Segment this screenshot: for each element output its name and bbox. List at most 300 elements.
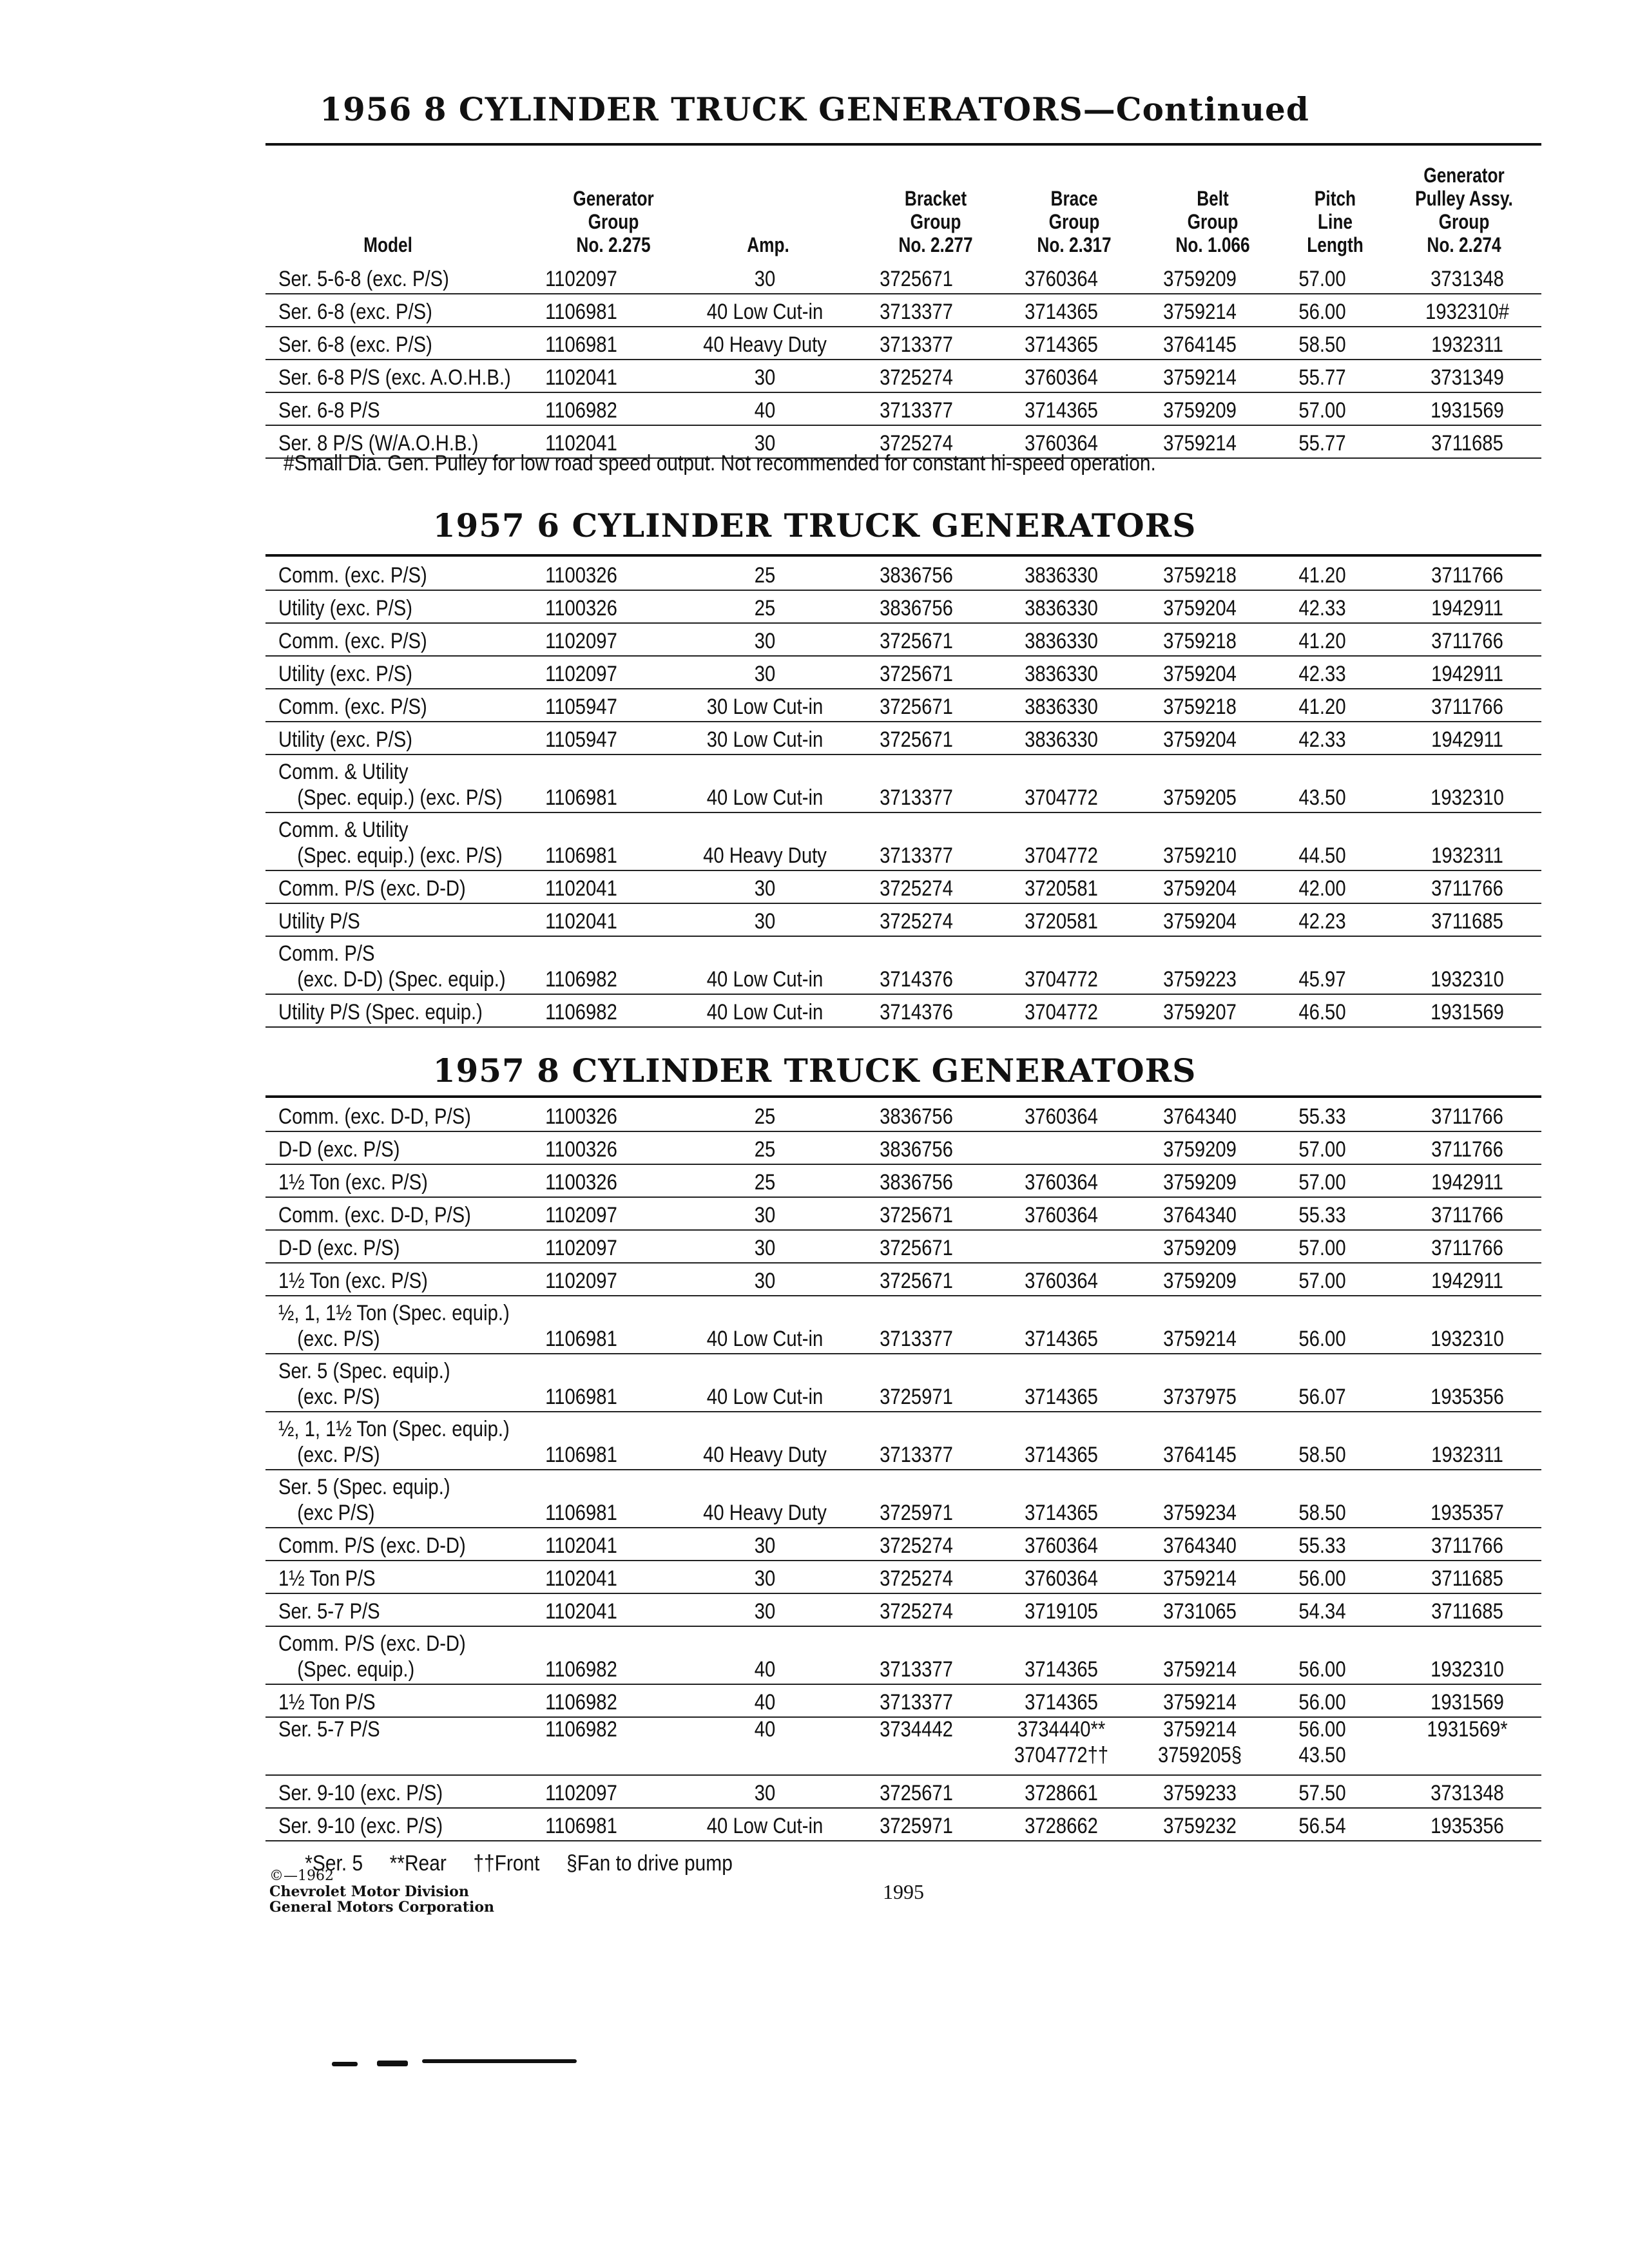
- cell-amp: 40: [754, 1690, 776, 1715]
- cell-pitch: 57.50: [1298, 1781, 1346, 1805]
- cell-pitch: 57.00: [1298, 1170, 1346, 1195]
- cell-belt: 3759232: [1163, 1814, 1237, 1838]
- cell-brace: 3719105: [1025, 1599, 1098, 1624]
- cell-pitch: 55.33: [1298, 1104, 1346, 1129]
- table-row: [265, 1353, 1541, 1412]
- cell-model: Comm. P/S (exc. D-D): [278, 876, 466, 901]
- cell-pitch: 56.07: [1298, 1385, 1346, 1409]
- cell-gen: 1102097: [545, 1781, 617, 1805]
- cell-belt: 3759210: [1163, 843, 1237, 868]
- cell-brace: 3760364: [1025, 1203, 1098, 1227]
- cell-amp: 40 Low Cut-in: [706, 300, 824, 324]
- table-row: [265, 590, 1541, 624]
- cell-pulley: 1935356: [1431, 1385, 1504, 1409]
- cell-gen: 1106981: [545, 1814, 617, 1838]
- cell-belt: 3759214: [1163, 365, 1237, 390]
- cell-bracket: 3713377: [880, 300, 953, 324]
- cell-pitch: 58.50: [1298, 332, 1346, 357]
- scan-mark: [332, 2062, 358, 2066]
- cell-pitch: 42.33: [1298, 727, 1346, 752]
- cell-belt: 3737975: [1163, 1385, 1237, 1409]
- cell-pitch: 45.97: [1298, 967, 1346, 992]
- cell-pitch: 56.00: [1298, 1566, 1346, 1591]
- cell-gen: 1106981: [545, 1327, 617, 1351]
- cell-pitch: 44.50: [1298, 843, 1346, 868]
- cell-gen: 1100326: [545, 1104, 617, 1129]
- cell-bracket: 3836756: [880, 596, 953, 620]
- header-brace: Brace Group No. 2.317: [1037, 187, 1112, 256]
- scan-mark: [377, 2061, 408, 2066]
- cell-belt: 3759214: [1163, 431, 1237, 456]
- cell-amp: 40 Low Cut-in: [706, 1385, 824, 1409]
- cell-pulley: 1932311: [1431, 332, 1503, 357]
- table-row: [265, 1098, 1541, 1132]
- cell-brace: 3760364: [1025, 431, 1098, 456]
- cell-model: 1½ Ton P/S: [278, 1690, 376, 1715]
- cell-model: Comm. & Utility (Spec. equip.) (exc. P/S): [278, 760, 503, 810]
- table-row: [265, 1295, 1541, 1354]
- cell-belt: 3759214: [1163, 1657, 1237, 1682]
- cell-pulley: 1931569*: [1427, 1717, 1508, 1742]
- scan-mark: [422, 2059, 577, 2063]
- cell-amp: 30: [754, 876, 776, 901]
- cell-gen: 1106981: [545, 300, 617, 324]
- cell-belt: 3759218: [1163, 695, 1237, 719]
- cell-bracket: 3713377: [880, 1690, 953, 1715]
- cell-pitch: 56.00: [1298, 300, 1346, 324]
- cell-pulley: 3731349: [1431, 365, 1504, 390]
- cell-pulley: 3711766: [1431, 1137, 1503, 1162]
- cell-pitch: 57.00: [1298, 398, 1346, 423]
- cell-model: Comm. P/S (exc. D-D) (Spec. equip.): [278, 941, 506, 992]
- cell-gen: 1102041: [545, 1566, 617, 1591]
- cell-model: 1½ Ton (exc. P/S): [278, 1269, 428, 1293]
- cell-pitch: 58.50: [1298, 1443, 1346, 1467]
- cell-belt: 3759218: [1163, 629, 1237, 653]
- cell-model: Comm. (exc. D-D, P/S): [278, 1104, 471, 1129]
- cell-brace: 3720581: [1025, 909, 1098, 934]
- cell-amp: 30: [754, 662, 776, 686]
- cell-belt: 3759209: [1163, 1137, 1237, 1162]
- cell-belt: 3764340: [1163, 1533, 1237, 1558]
- cell-model: ½, 1, 1½ Ton (Spec. equip.) (exc. P/S): [278, 1301, 510, 1351]
- cell-amp: 30 Low Cut-in: [706, 727, 824, 752]
- cell-model: Comm. (exc. P/S): [278, 563, 427, 588]
- cell-brace: 3714365: [1025, 1385, 1098, 1409]
- cell-model: Ser. 5 (Spec. equip.) (exc P/S): [278, 1475, 450, 1525]
- cell-gen: 1102041: [545, 1599, 617, 1624]
- cell-bracket: 3725671: [880, 267, 953, 291]
- cell-bracket: 3725671: [880, 1236, 953, 1260]
- cell-bracket: 3725274: [880, 365, 953, 390]
- cell-belt: 3759209: [1163, 398, 1237, 423]
- cell-pitch: 55.77: [1298, 431, 1346, 456]
- cell-brace: 3836330: [1025, 563, 1098, 588]
- cell-pitch: 56.00: [1298, 1690, 1346, 1715]
- cell-amp: 40 Heavy Duty: [703, 332, 827, 357]
- cell-pulley: 1932311: [1431, 843, 1503, 868]
- header-model: Model: [363, 233, 412, 256]
- cell-amp: 30: [754, 1269, 776, 1293]
- cell-gen: 1102041: [545, 876, 617, 901]
- cell-pulley: 3711766: [1431, 1104, 1503, 1129]
- cell-model: Comm. (exc. P/S): [278, 629, 427, 653]
- cell-model: 1½ Ton (exc. P/S): [278, 1170, 428, 1195]
- table-row: [265, 1411, 1541, 1470]
- cell-gen: 1102097: [545, 662, 617, 686]
- cell-brace: 3760364: [1025, 365, 1098, 390]
- cell-belt: 3764145: [1163, 1443, 1237, 1467]
- cell-belt: 3759209: [1163, 267, 1237, 291]
- cell-belt: 3764145: [1163, 332, 1237, 357]
- cell-pitch: 55.33: [1298, 1533, 1346, 1558]
- cell-pitch: 41.20: [1298, 629, 1346, 653]
- cell-model: Ser. 6-8 P/S: [278, 398, 380, 423]
- cell-pitch: 42.33: [1298, 662, 1346, 686]
- cell-brace: 3720581: [1025, 876, 1098, 901]
- cell-model: Comm. & Utility (Spec. equip.) (exc. P/S): [278, 818, 503, 868]
- cell-belt: 3759214: [1163, 1327, 1237, 1351]
- cell-bracket: 3725971: [880, 1385, 953, 1409]
- cell-bracket: 3836756: [880, 1137, 953, 1162]
- header-generator: Generator Group No. 2.275: [573, 187, 654, 256]
- table-row: [265, 1593, 1541, 1627]
- cell-pulley: 3731348: [1431, 1781, 1504, 1805]
- cell-model: ½, 1, 1½ Ton (Spec. equip.) (exc. P/S): [278, 1417, 510, 1467]
- cell-amp: 30: [754, 431, 776, 456]
- cell-brace: 3836330: [1025, 695, 1098, 719]
- cell-pulley: 1942911: [1431, 1269, 1503, 1293]
- cell-pulley: 3711766: [1431, 563, 1503, 588]
- header-amp: Amp.: [747, 233, 789, 256]
- cell-bracket: 3713377: [880, 1443, 953, 1467]
- cell-belt: 3759214: [1163, 1690, 1237, 1715]
- cell-bracket: 3725671: [880, 1203, 953, 1227]
- cell-bracket: 3725671: [880, 695, 953, 719]
- cell-pitch: 46.50: [1298, 1000, 1346, 1024]
- footnote: *Ser. 5: [305, 1851, 363, 1876]
- cell-belt: 3759204: [1163, 909, 1237, 934]
- cell-model: Ser. 6-8 (exc. P/S): [278, 300, 432, 324]
- cell-pitch: 55.33: [1298, 1203, 1346, 1227]
- table-row: [265, 1131, 1541, 1165]
- cell-pitch: 58.50: [1298, 1501, 1346, 1525]
- cell-brace: 3836330: [1025, 629, 1098, 653]
- cell-amp: 30: [754, 1533, 776, 1558]
- cell-gen: 1106982: [545, 1717, 617, 1742]
- cell-bracket: 3725971: [880, 1501, 953, 1525]
- cell-bracket: 3725671: [880, 727, 953, 752]
- cell-belt: 3759205: [1163, 785, 1237, 810]
- cell-pulley: 3711766: [1431, 629, 1503, 653]
- header-belt: Belt Group No. 1.066: [1175, 187, 1250, 256]
- cell-brace: 3714365: [1025, 1443, 1098, 1467]
- cell-belt: 3759233: [1163, 1781, 1237, 1805]
- cell-amp: 40 Heavy Duty: [703, 843, 827, 868]
- cell-brace: 3836330: [1025, 596, 1098, 620]
- table-row: [265, 1560, 1541, 1594]
- cell-gen: 1102097: [545, 1203, 617, 1227]
- cell-belt: 3759214: [1163, 300, 1237, 324]
- cell-bracket: 3836756: [880, 1170, 953, 1195]
- cell-gen: 1106982: [545, 1657, 617, 1682]
- table-row: [265, 721, 1541, 755]
- cell-pitch: 41.20: [1298, 695, 1346, 719]
- cell-pitch: 57.00: [1298, 1137, 1346, 1162]
- cell-belt: 3731065: [1163, 1599, 1237, 1624]
- cell-brace: 3714365: [1025, 1657, 1098, 1682]
- table-row: [265, 557, 1541, 591]
- cell-pulley: 3731348: [1431, 267, 1504, 291]
- cell-model: Utility (exc. P/S): [278, 662, 412, 686]
- cell-gen: 1106981: [545, 785, 617, 810]
- cell-pulley: 3711766: [1431, 1236, 1503, 1260]
- cell-gen: 1106981: [545, 1443, 617, 1467]
- cell-pitch: 56.00: [1298, 1327, 1346, 1351]
- cell-model: Utility (exc. P/S): [278, 727, 412, 752]
- cell-bracket: 3714376: [880, 1000, 953, 1024]
- section-title: 1957 6 CYLINDER TRUCK GENERATORS: [432, 506, 1197, 544]
- table-1956-8-cylinder: [265, 260, 1541, 457]
- cell-pulley: 1935357: [1431, 1501, 1504, 1525]
- cell-amp: 25: [754, 1137, 776, 1162]
- table-row: [265, 622, 1541, 657]
- cell-belt: 3759214: [1163, 1566, 1237, 1591]
- cell-bracket: 3725274: [880, 1533, 953, 1558]
- cell-amp: 30: [754, 1781, 776, 1805]
- cell-brace: 3704772: [1025, 967, 1098, 992]
- cell-brace: 3760364: [1025, 1566, 1098, 1591]
- cell-belt: 3764340: [1163, 1203, 1237, 1227]
- cell-pulley: 1932310: [1431, 967, 1504, 992]
- cell-amp: 40 Heavy Duty: [703, 1443, 827, 1467]
- table-row: [265, 1626, 1541, 1685]
- cell-gen: 1100326: [545, 563, 617, 588]
- table-row: [265, 903, 1541, 937]
- column-header: [265, 138, 1541, 260]
- cell-model: Ser. 8 P/S (W/A.O.H.B.): [278, 431, 479, 456]
- footnote: **Rear: [389, 1851, 447, 1876]
- cell-bracket: 3713377: [880, 1657, 953, 1682]
- cell-gen: 1100326: [545, 596, 617, 620]
- cell-bracket: 3725274: [880, 1566, 953, 1591]
- cell-pulley: 3711685: [1431, 1566, 1503, 1591]
- cell-amp: 40 Heavy Duty: [703, 1501, 827, 1525]
- copyright-notice: ©—1962 Chevrolet Motor Division General Motors Corporation: [269, 1868, 495, 1916]
- table-row: [265, 392, 1541, 426]
- cell-amp: 30: [754, 909, 776, 934]
- cell-gen: 1102097: [545, 629, 617, 653]
- cell-pitch: 57.00: [1298, 1236, 1346, 1260]
- cell-pulley: 1931569: [1431, 1690, 1504, 1715]
- cell-pulley: 1932311: [1431, 1443, 1503, 1467]
- cell-pulley: 1942911: [1431, 727, 1503, 752]
- cell-amp: 40 Low Cut-in: [706, 785, 824, 810]
- cell-bracket: 3713377: [880, 398, 953, 423]
- footnote: ††Front: [473, 1851, 540, 1876]
- cell-amp: 40: [754, 1657, 776, 1682]
- cell-bracket: 3713377: [880, 332, 953, 357]
- cell-amp: 25: [754, 596, 776, 620]
- cell-amp: 30: [754, 1236, 776, 1260]
- cell-gen: 1105947: [545, 727, 617, 752]
- section-title: 1956 8 CYLINDER TRUCK GENERATORS—Continued: [320, 90, 1309, 128]
- cell-amp: 30: [754, 1599, 776, 1624]
- cell-pitch: 54.34: [1298, 1599, 1346, 1624]
- cell-bracket: 3725274: [880, 909, 953, 934]
- cell-amp: 25: [754, 1170, 776, 1195]
- cell-gen: 1102041: [545, 431, 617, 456]
- cell-model: Comm. (exc. P/S): [278, 695, 427, 719]
- cell-amp: 30: [754, 1566, 776, 1591]
- cell-brace: 3714365: [1025, 332, 1098, 357]
- cell-bracket: 3713377: [880, 785, 953, 810]
- cell-gen: 1100326: [545, 1137, 617, 1162]
- table-row: [265, 260, 1541, 294]
- cell-gen: 1102097: [545, 267, 617, 291]
- table-row: [265, 1196, 1541, 1231]
- cell-amp: 25: [754, 1104, 776, 1129]
- cell-model: Utility P/S (Spec. equip.): [278, 1000, 483, 1024]
- table-row: [265, 754, 1541, 813]
- table-row: [265, 994, 1541, 1028]
- cell-bracket: 3725671: [880, 629, 953, 653]
- cell-gen: 1102097: [545, 1269, 617, 1293]
- cell-gen: 1100326: [545, 1170, 617, 1195]
- cell-model: Ser. 9-10 (exc. P/S): [278, 1814, 443, 1838]
- cell-model: Utility P/S: [278, 909, 360, 934]
- cell-belt: 3759209: [1163, 1170, 1237, 1195]
- table-1957-6-cylinder: [265, 557, 1541, 1026]
- cell-amp: 25: [754, 563, 776, 588]
- cell-gen: 1106982: [545, 1690, 617, 1715]
- table-row: [265, 1262, 1541, 1296]
- cell-pitch: 42.23: [1298, 909, 1346, 934]
- cell-bracket: 3714376: [880, 967, 953, 992]
- cell-brace: 3760364: [1025, 267, 1098, 291]
- cell-brace: 3714365: [1025, 398, 1098, 423]
- table-row: [265, 655, 1541, 689]
- cell-pulley: 1942911: [1431, 1170, 1503, 1195]
- footnote: §Fan to drive pump: [566, 1851, 733, 1876]
- table-row: [265, 1229, 1541, 1264]
- cell-pulley: 1931569: [1431, 398, 1504, 423]
- cell-brace: 3714365: [1025, 300, 1098, 324]
- cell-belt: 3759204: [1163, 596, 1237, 620]
- cell-amp: 40 Low Cut-in: [706, 1814, 824, 1838]
- cell-amp: 30: [754, 365, 776, 390]
- cell-brace: 3760364: [1025, 1533, 1098, 1558]
- cell-brace: 3714365: [1025, 1327, 1098, 1351]
- cell-amp: 40: [754, 398, 776, 423]
- cell-pitch: 55.77: [1298, 365, 1346, 390]
- cell-pitch: 56.00 43.50: [1298, 1717, 1346, 1767]
- cell-bracket: 3725671: [880, 662, 953, 686]
- cell-gen: 1105947: [545, 695, 617, 719]
- table-row: [265, 870, 1541, 904]
- cell-brace: 3714365: [1025, 1690, 1098, 1715]
- cell-belt: 3759218: [1163, 563, 1237, 588]
- cell-pulley: 3711766: [1431, 1203, 1503, 1227]
- cell-bracket: 3725671: [880, 1781, 953, 1805]
- cell-model: Ser. 6-8 (exc. P/S): [278, 332, 432, 357]
- cell-bracket: 3836756: [880, 563, 953, 588]
- cell-pitch: 43.50: [1298, 785, 1346, 810]
- cell-gen: 1106981: [545, 332, 617, 357]
- cell-pitch: 42.00: [1298, 876, 1346, 901]
- cell-belt: 3759209: [1163, 1236, 1237, 1260]
- cell-pitch: 41.20: [1298, 563, 1346, 588]
- cell-model: Comm. P/S (exc. D-D): [278, 1533, 466, 1558]
- cell-brace: 3836330: [1025, 662, 1098, 686]
- cell-brace: 3728661: [1025, 1781, 1098, 1805]
- section-title: 1957 8 CYLINDER TRUCK GENERATORS: [432, 1052, 1197, 1090]
- cell-model: D-D (exc. P/S): [278, 1137, 400, 1162]
- cell-brace: 3760364: [1025, 1104, 1098, 1129]
- page-number: 1995: [883, 1880, 924, 1903]
- cell-pitch: 56.00: [1298, 1657, 1346, 1682]
- cell-gen: 1106981: [545, 1501, 617, 1525]
- table-row: [265, 688, 1541, 722]
- cell-pulley: 1931569: [1431, 1000, 1504, 1024]
- cell-amp: 30: [754, 1203, 776, 1227]
- cell-amp: 40 Low Cut-in: [706, 967, 824, 992]
- cell-pitch: 56.54: [1298, 1814, 1346, 1838]
- cell-model: Utility (exc. P/S): [278, 596, 412, 620]
- cell-pulley: 1942911: [1431, 662, 1503, 686]
- cell-belt: 3759234: [1163, 1501, 1237, 1525]
- cell-model: Ser. 9-10 (exc. P/S): [278, 1781, 443, 1805]
- cell-bracket: 3713377: [880, 843, 953, 868]
- table-row: [265, 1684, 1541, 1718]
- cell-bracket: 3734442: [880, 1717, 953, 1742]
- cell-model: Ser. 5-7 P/S: [278, 1599, 380, 1624]
- cell-brace: 3734440** 3704772††: [1014, 1717, 1109, 1767]
- cell-gen: 1102041: [545, 909, 617, 934]
- cell-pulley: 1932310: [1431, 785, 1504, 810]
- cell-brace: 3704772: [1025, 785, 1098, 810]
- header-pitch: Pitch Line Length: [1307, 187, 1364, 256]
- cell-model: Comm. (exc. D-D, P/S): [278, 1203, 471, 1227]
- cell-model: Ser. 5-6-8 (exc. P/S): [278, 267, 449, 291]
- cell-pulley: 3711766: [1431, 1533, 1503, 1558]
- cell-amp: 30: [754, 267, 776, 291]
- table-row: [265, 936, 1541, 995]
- cell-pitch: 57.00: [1298, 1269, 1346, 1293]
- table-row: [265, 1527, 1541, 1561]
- cell-bracket: 3725274: [880, 431, 953, 456]
- table-row: [265, 1469, 1541, 1528]
- cell-belt: 3759204: [1163, 876, 1237, 901]
- cell-gen: 1102097: [545, 1236, 617, 1260]
- cell-pulley: 1935356: [1431, 1814, 1504, 1838]
- cell-gen: 1106982: [545, 1000, 617, 1024]
- cell-model: Comm. P/S (exc. D-D) (Spec. equip.): [278, 1631, 466, 1682]
- cell-bracket: 3713377: [880, 1327, 953, 1351]
- table-row: [265, 812, 1541, 871]
- cell-gen: 1102041: [545, 1533, 617, 1558]
- cell-pulley: 1942911: [1431, 596, 1503, 620]
- cell-bracket: 3725971: [880, 1814, 953, 1838]
- cell-brace: 3836330: [1025, 727, 1098, 752]
- cell-pitch: 42.33: [1298, 596, 1346, 620]
- cell-pulley: 3711685: [1431, 909, 1503, 934]
- header-bracket: Bracket Group No. 2.277: [898, 187, 973, 256]
- cell-model: Ser. 5-7 P/S: [278, 1717, 380, 1742]
- cell-model: Ser. 5 (Spec. equip.) (exc. P/S): [278, 1359, 450, 1409]
- footnote-small-pulley: #Small Dia. Gen. Pulley for low road speed output. Not recommended for constant hi-speed operation.: [284, 451, 1156, 476]
- cell-brace: 3714365: [1025, 1501, 1098, 1525]
